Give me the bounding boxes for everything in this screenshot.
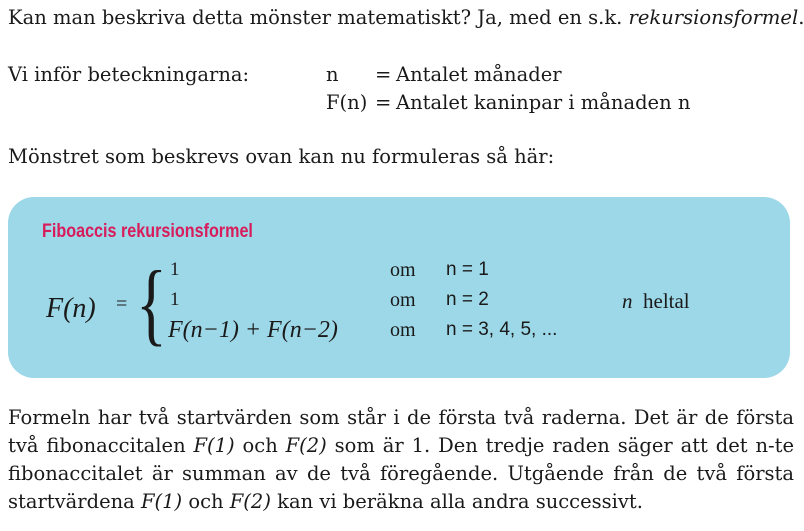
notation-eq: =: [375, 91, 392, 114]
case-value: F(n−1) + F(n−2): [168, 317, 338, 343]
case-cond: n = 3, 4, 5, ...: [446, 319, 558, 340]
case-om: om: [390, 289, 416, 311]
notation-meaning: Antalet kaninpar i månaden n: [396, 91, 691, 114]
formula-lhs: F(n): [46, 293, 96, 324]
case-value: 1: [170, 259, 180, 280]
lead-text: Mönstret som beskrevs ovan kan nu formuleras så här:: [8, 145, 555, 168]
case-cond: n = 2: [446, 289, 489, 310]
formula-equals: =: [116, 293, 128, 315]
case-value: 1: [170, 289, 180, 310]
explanation-paragraph: Formeln har två startvärden som står i de första två raderna. Det är de första två fibonaccitalen F(1) och F(2) som är 1. Den tredje raden säger att det n-te fibonaccitalet är summan av de två föregående. Utgående från de två första startvärdena F(1) och F(2) kan vi beräkna alla andra successivt.: [8, 406, 794, 513]
formula-title: Fiboaccis rekursionsformel: [42, 221, 253, 242]
case-om: om: [390, 319, 416, 341]
case-om: om: [390, 259, 416, 281]
notation-meaning: Antalet månader: [396, 63, 562, 86]
notation-eq: =: [375, 63, 392, 86]
intro-text: Kan man beskriva detta mönster matematiskt? Ja, med en s.k. rekursionsformel.: [8, 6, 804, 29]
formula-box: [8, 197, 790, 378]
notation-symbol: F(n): [326, 91, 368, 114]
note: n heltal: [622, 289, 690, 313]
notation-label: Vi inför beteckningarna:: [8, 63, 250, 86]
notation-symbol: n: [326, 63, 339, 86]
brace: {: [136, 252, 167, 354]
case-cond: n = 1: [446, 259, 489, 280]
